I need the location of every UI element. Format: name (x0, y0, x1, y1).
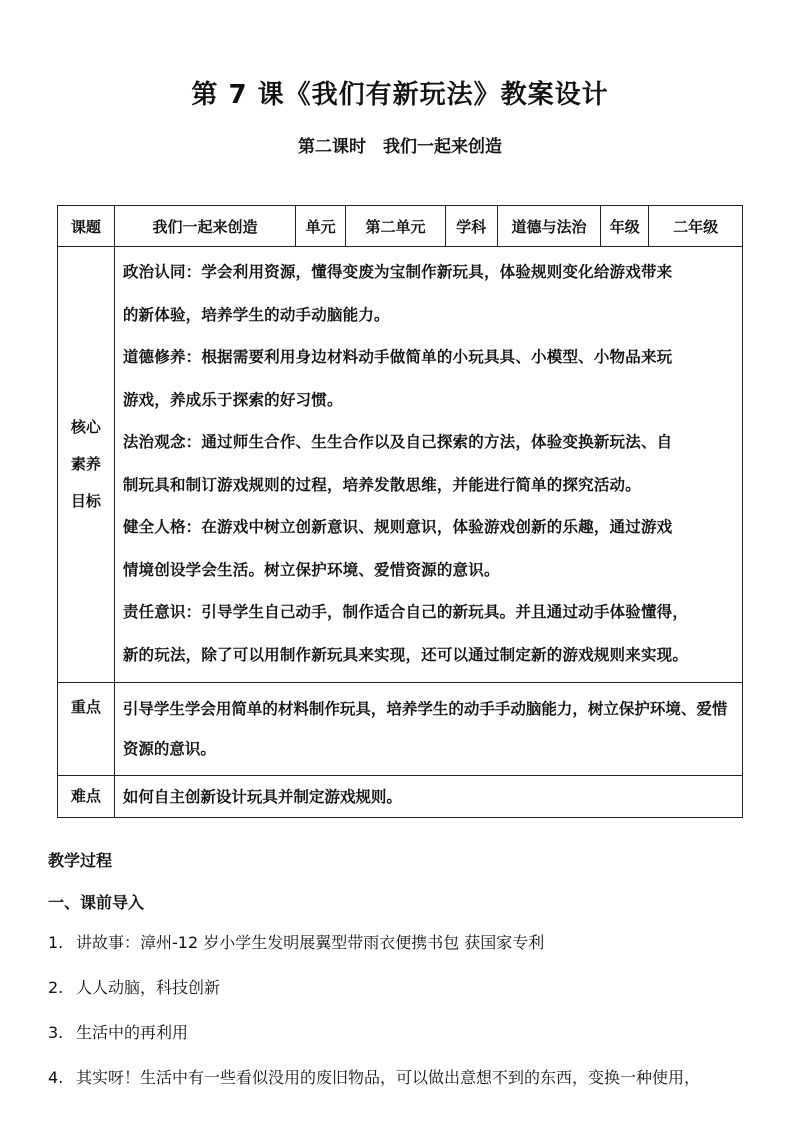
list-text: 人人动脑，科技创新 (76, 978, 221, 997)
list-item (48, 1060, 768, 1105)
core-goals-label-line: 目标 (70, 492, 101, 510)
grade-value: 二年级 (649, 206, 743, 247)
difficulty-text: 如何自主创新设计玩具并制定游戏规则。 (114, 776, 742, 818)
topic-label: 课题 (58, 206, 115, 247)
core-goals-label-line: 素养 (70, 455, 101, 473)
list-text: 其实呀！生活中有一些看似没用的废旧物品，可以做出意想不到的东西，变换一种使用， (76, 1068, 701, 1087)
process-heading: 教学过程 (48, 851, 113, 870)
core-goals-row (58, 247, 743, 683)
core-goal-line: 游戏，养成乐于探索的好习惯。 (122, 390, 343, 409)
list-item (48, 1015, 768, 1060)
core-goal-line: 制玩具和制订游戏规则的过程，培养发散思维，并能进行简单的探究活动。 (122, 475, 641, 494)
lesson-plan-table (57, 205, 743, 818)
list-text: 生活中的再利用 (76, 1023, 189, 1042)
key-point-row (58, 683, 743, 776)
core-goals-content (114, 247, 742, 683)
core-goal-line: 政治认同：学会利用资源，懂得变废为宝制作新玩具，体验规则变化给游戏带来 (122, 263, 673, 281)
unit-label: 单元 (296, 206, 346, 247)
topic-value: 我们一起来创造 (114, 206, 295, 247)
document-title: 第 7 课《我们有新玩法》教案设计 (191, 80, 609, 110)
core-goal-line: 新的玩法，除了可以用制作新玩具来实现，还可以通过制定新的游戏规则来实现。 (122, 645, 689, 664)
grade-label: 年级 (601, 206, 649, 247)
list-text: 讲故事：漳州-12 岁小学生发明展翼型带雨衣便携书包 获国家专利 (76, 933, 545, 952)
key-point-label: 重点 (58, 683, 115, 776)
core-goal-line: 健全人格：在游戏中树立创新意识、规则意识，体验游戏创新的乐趣，通过游戏 (122, 518, 673, 536)
unit-value: 第二单元 (346, 206, 446, 247)
core-goal-line: 责任意识：引导学生自己动手，制作适合自己的新玩具。并且通过动手体验懂得， (122, 603, 689, 621)
list-item (48, 925, 768, 970)
list-number: 1. (48, 933, 64, 952)
section-1-heading: 一、课前导入 (48, 893, 145, 912)
intro-list (48, 925, 768, 1105)
subject-value: 道德与法治 (497, 206, 601, 247)
document-subtitle: 第二课时 我们一起来创造 (298, 137, 502, 157)
difficulty-label: 难点 (58, 776, 115, 818)
core-goals-label-line: 核心 (70, 418, 101, 436)
subject-label: 学科 (445, 206, 497, 247)
list-number: 2. (48, 978, 64, 997)
list-item (48, 970, 768, 1015)
core-goal-line: 情境创设学会生活。树立保护环境、爱惜资源的意识。 (122, 560, 500, 579)
list-number: 3. (48, 1023, 64, 1042)
difficulty-row (58, 776, 743, 818)
core-goal-line: 道德修养：根据需要利用身边材料动手做简单的小玩具具、小模型、小物品来玩 (122, 348, 673, 366)
table-header-row (58, 206, 743, 247)
core-goal-line: 的新体验，培养学生的动手动脑能力。 (122, 305, 390, 324)
key-point-text: 引导学生学会用简单的材料制作玩具，培养学生的动手手动脑能力，树立保护环境、爱惜资源的意识。 (114, 683, 742, 776)
list-number: 4. (48, 1068, 64, 1087)
core-goals-label (58, 247, 115, 683)
core-goal-line: 法治观念：通过师生合作、生生合作以及自己探索的方法，体验变换新玩法、自 (122, 433, 673, 451)
